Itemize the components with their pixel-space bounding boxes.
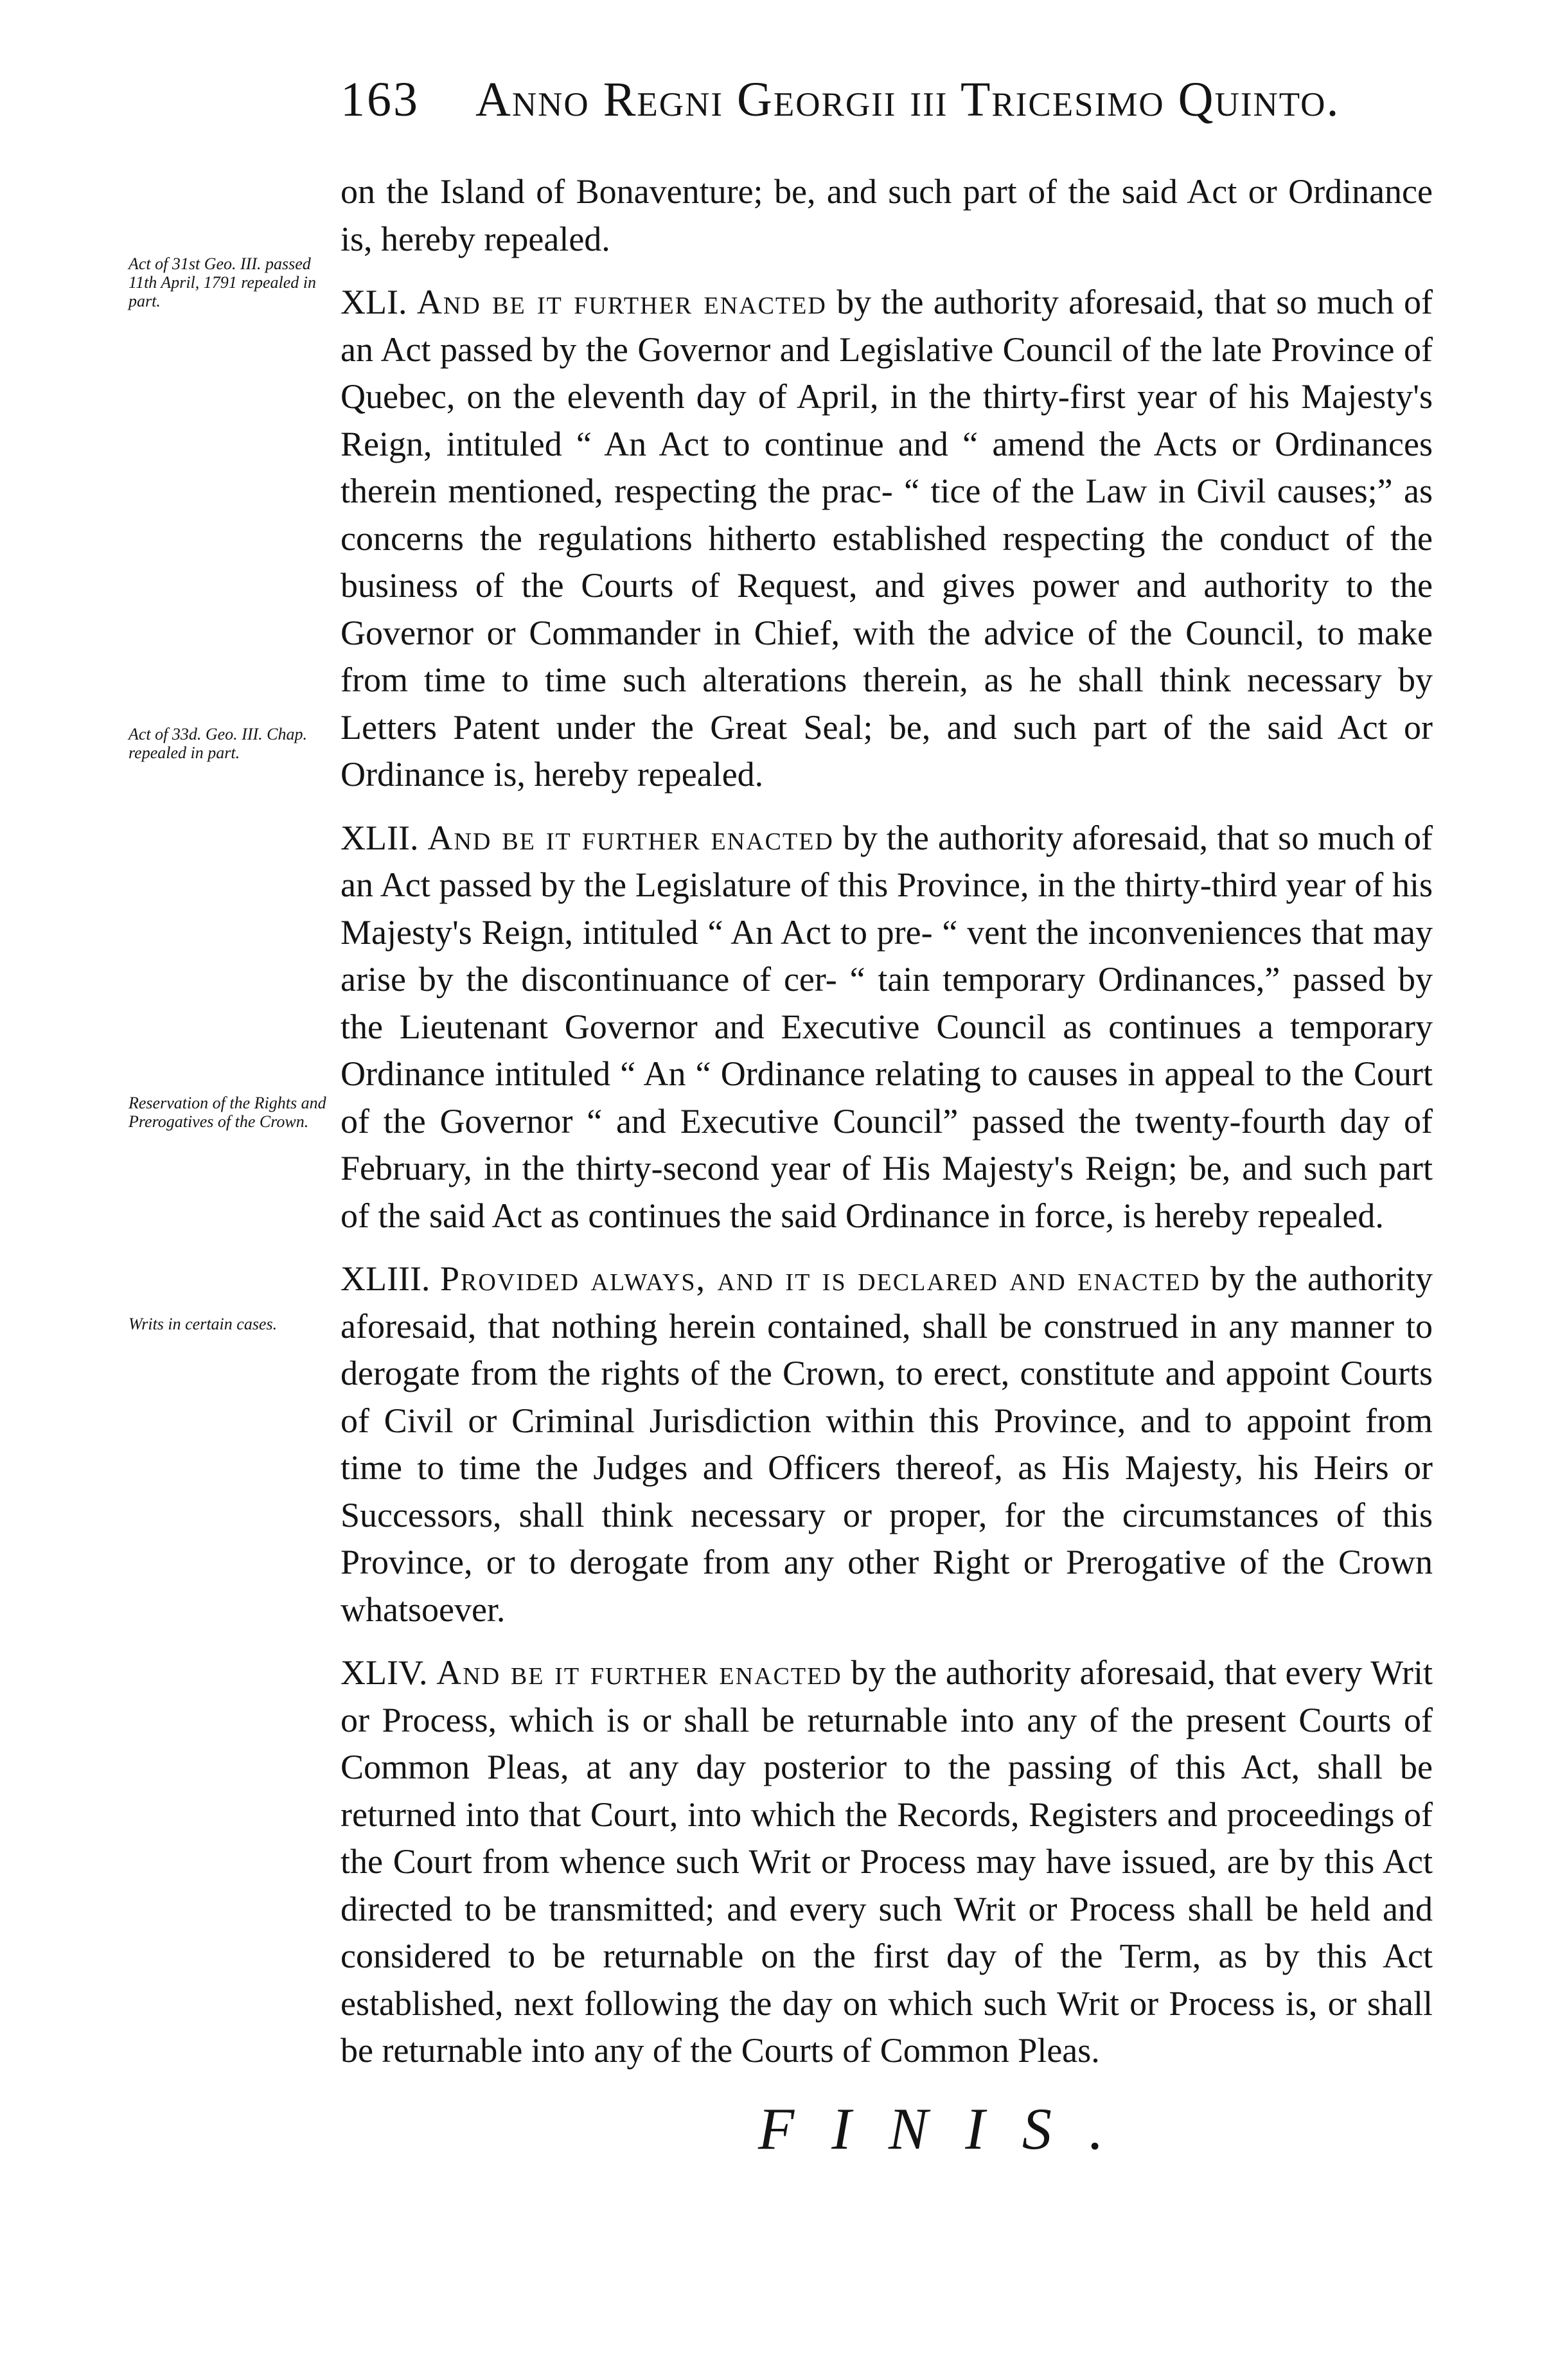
section-number: XLIV. (341, 1653, 428, 1692)
paragraph-continuation: on the Island of Bonaventure; be, and such part of the said Act or Ordinance is, hereby repealed. (341, 172, 1433, 258)
section-number: XLIII. (341, 1259, 430, 1298)
section-text: by the authority aforesaid, that so much of an Act passed by the Legislature of this Province, in the thirty-third year of his Majesty's Reign, intituled “ An Act to pre- “ vent the inconveniences that may arise by the discontinuance of cer- “ tain temporary Ordinances,” passed by the Lieutenant Governor and Executive Council as continues a temporary Ordinance intituled “ An “ Ordinance relating to causes in appeal to the Court of the Governor “ and Executive Council” passed the twenty-fourth day of February, in the thirty-second year of His Majesty's Reign; be, and such part of the said Act as continues the said Ordinance in force, is hereby repealed. (341, 818, 1433, 1235)
section-opening: Provided always, and it is declared and enacted (439, 1259, 1201, 1298)
section-text: by the authority aforesaid, that so much of an Act passed by the Governor and Legislative Council of the late Province of Quebec, on the eleventh day of April, in the thirty-first year of his Majesty's Reign, intituled “ An Act to continue and “ amend the Acts or Ordinances therein mentioned, respecting the prac- “ tice of the Law in Civil causes;” as concerns the regulations hitherto established respecting the conduct of the business of the Courts of Request, and gives power and authority to the Governor or Commander in Chief, with the advice of the Council, to make from time to time such alterations therein, as he shall think necessary by Letters Patent under the Great Seal; be, and such part of the said Act or Ordinance is, hereby repealed. (341, 283, 1433, 794)
running-title: Anno Regni Georgii iii Tricesimo Quinto. (475, 73, 1340, 127)
section-text: by the authority aforesaid, that nothing herein contained, shall be construed in any manner to derogate from the rights of the Crown, to erect, constitute and appoint Courts of Civil or Criminal Jurisdiction within this Province, and to appoint from time to time the Judges and Officers thereof, as His Majesty, his Heirs or Successors, shall think necessary or proper, for the circumstances of this Province, or to derogate from any other Right or Prerogative of the Crown whatsoever. (341, 1259, 1433, 1629)
section-xliii (341, 1256, 1433, 1633)
section-xli (341, 279, 1433, 799)
section-text: by the authority aforesaid, that every Writ or Process, which is or shall be returnable into any of the present Courts of Common Pleas, at any day posterior to the passing of this Act, shall be returned into that Court, into which the Records, Registers and proceedings of the Court from whence such Writ or Process may have issued, are by this Act directed to be transmitted; and every such Writ or Process shall be held and considered to be returnable on the first day of the Term, as by this Act established, next following the day on which such Writ or Process is, or shall be returnable into any of the Courts of Common Pleas. (341, 1653, 1433, 2070)
section-opening: And be it further enacted (436, 1653, 842, 1692)
section-xliv (341, 1649, 1433, 2075)
margin-note-xliii: Reservation of the Rights and Prerogatives of the Crown. (128, 1094, 326, 1131)
finis: FINIS. (758, 2096, 1141, 2162)
main-text (341, 168, 1433, 2075)
page-number: 163 (341, 73, 420, 127)
section-xlii (341, 815, 1433, 1240)
margin-note-xliv: Writs in certain cases. (128, 1315, 278, 1333)
section-number: XLI. (341, 283, 407, 321)
margin-note-xlii: Act of 33d. Geo. III. Chap. repealed in part. (128, 725, 308, 762)
section-opening: And be it further enacted (416, 283, 827, 321)
section-opening: And be it further enacted (427, 818, 834, 857)
running-header (341, 72, 1497, 143)
section-number: XLII. (341, 818, 419, 857)
margin-note-xli: Act of 31st Geo. III. passed 11th April, 1791 repealed in part. (128, 254, 316, 310)
